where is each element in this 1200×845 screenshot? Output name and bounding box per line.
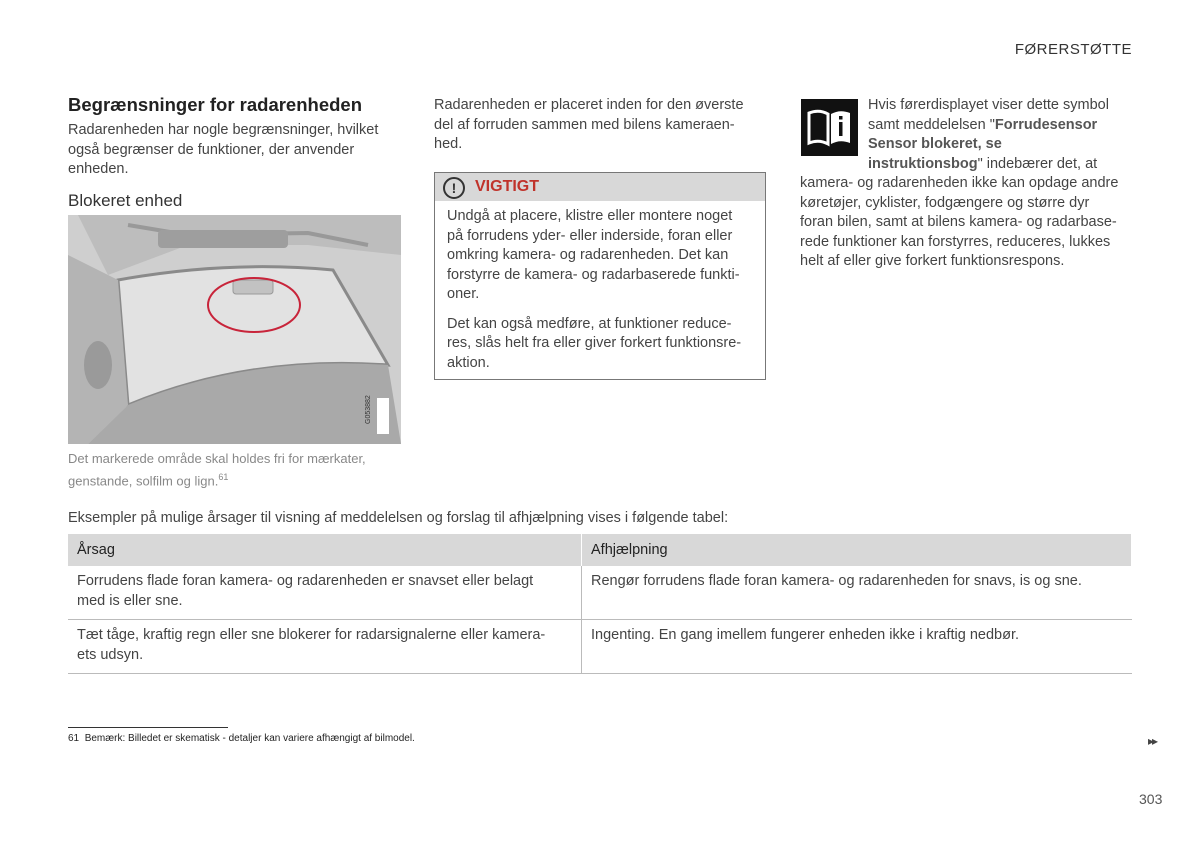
car-windshield-image [68,215,401,444]
cause-remedy-table [68,534,1132,674]
remedy-cell: Rengør forrudens flade foran kamera- og radarenheden for snavs, is og sne. [582,566,1132,620]
table-row [68,620,1132,674]
important-notice-box [434,172,766,380]
footnote [68,733,415,744]
page-number: 303 [1139,791,1163,807]
windshield-illustration [68,215,401,444]
footnote-divider [68,727,228,728]
cause-cell: Tæt tåge, kraftig regn eller sne blokerer for radarsignalerne eller kamera- ets udsyn. [68,620,582,674]
footnote-number: 61 [68,733,80,744]
notice-paragraph-1: Undgå at placere, klistre eller montere noget på forrudens yder- eller inderside, foran eller omkring kamera- og radarenheden. Det kan forstyrre de kamera- og radarbaserede funkti- oner. [447,208,740,302]
image-code-label [377,398,389,434]
table-header-row [68,534,1132,566]
intro-paragraph: Radarenheden har nogle begrænsninger, hvilket også begrænser de funktioner, der anvender enheden. [68,122,379,177]
remedy-cell: Ingenting. En gang imellem fungerer enheden ikke i kraftig nedbør. [582,620,1132,674]
footnote-ref[interactable]: 61 [218,472,229,482]
instruction-book-icon [801,99,858,156]
notice-paragraph-2: Det kan også medføre, at funktioner reduce- res, slås helt fra eller giver forkert funktionsre- aktion. [447,315,742,371]
next-page-arrows-icon[interactable]: ▸▸ [1148,734,1157,748]
footnote-text: Bemærk: Billedet er skematisk - detaljer kan variere afhængigt af bilmodel. [84,733,415,744]
table-intro: Eksempler på mulige årsager til visning af meddelelsen og forslag til afhjælpning vises i følgende tabel: [68,510,729,526]
notice-title: VIGTIGT [475,178,539,195]
notice-header [435,173,765,201]
table-row [68,566,1132,620]
image-caption: Det markerede område skal holdes fri for mærkater, genstande, solfilm og lign.$^{61}$ [68,451,366,489]
column-1 [68,94,408,180]
header-cause: Årsag [68,534,582,566]
symbol-info-body: kamera- og radarenheden ikke kan opdage andre køretøjer, cyklister, fodgængere og større dyr foran bilen, samt at bilens kamera- og radarbase- rede funktioner kan forstyrres, reduceres, lukkes helt af eller give forkert funktionsrespons. [800,175,1119,269]
radar-placement-paragraph: Radarenheden er placeret inden for den øverste del af forruden sammen med bilens kameraen- hed. [434,97,744,152]
symbol-info-top: Hvis førerdisplayet viser dette symbol samt meddelelsen "Forrudesensor Sensor blokeret, se instruktionsbog" indebærer det, at [868,97,1109,172]
subheading: Blokeret enhed [68,191,183,210]
cause-cell: Forrudens flade foran kamera- og radarenheden er snavset eller belagt med is eller sne. [68,566,582,620]
exclamation-icon: ! [443,177,465,199]
header-remedy: Afhjælpning [582,534,1132,566]
section-header: FØRERSTØTTE [1014,41,1132,58]
page-heading: Begrænsninger for radarenheden [68,94,363,115]
